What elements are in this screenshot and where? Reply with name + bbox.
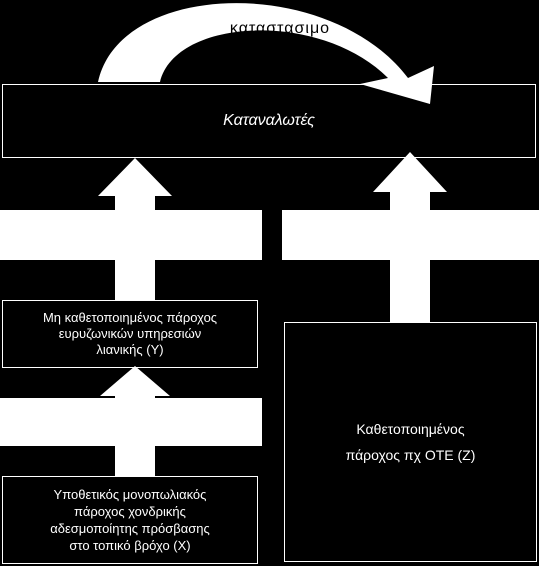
provider-y-line-3: λιανικής (Υ) (96, 342, 164, 357)
provider-z-box (284, 322, 537, 562)
provider-y-line-2: ευρυζωνικών υπηρεσιών (58, 326, 202, 341)
arc-label-line-2: της ζήτησης σε (219, 42, 341, 59)
provider-y-line-1: Μη καθετοποιημένος πάροχος (42, 310, 218, 325)
provider-x-line-4: στο τοπικό βρόχο (Χ) (69, 538, 191, 553)
provider-x-box (2, 476, 258, 564)
provider-x-line-3: αδεσμοποίητης πρόσβασης (50, 521, 210, 536)
provider-x-line-1: Υποθετικός μονοπωλιακός (53, 487, 207, 502)
provider-z-line-2: πάροχος πχ ΟΤΕ (Ζ) (345, 447, 476, 463)
arrow-up-left-upper (98, 158, 172, 300)
consumers-label: Καταναλωτές (223, 112, 315, 129)
provider-y-box (2, 300, 258, 368)
provider-x-line-2: πάροχος χονδρικής (74, 504, 186, 519)
provider-z-line-1: Καθετοποιημένος (356, 421, 465, 437)
arrow-up-left-lower (100, 366, 170, 476)
arc-label-line-3: επίπεδο λιανική (216, 64, 344, 81)
arrow-up-right-upper (373, 152, 447, 322)
arc-label-line-1: καταστασιμο (229, 20, 331, 37)
